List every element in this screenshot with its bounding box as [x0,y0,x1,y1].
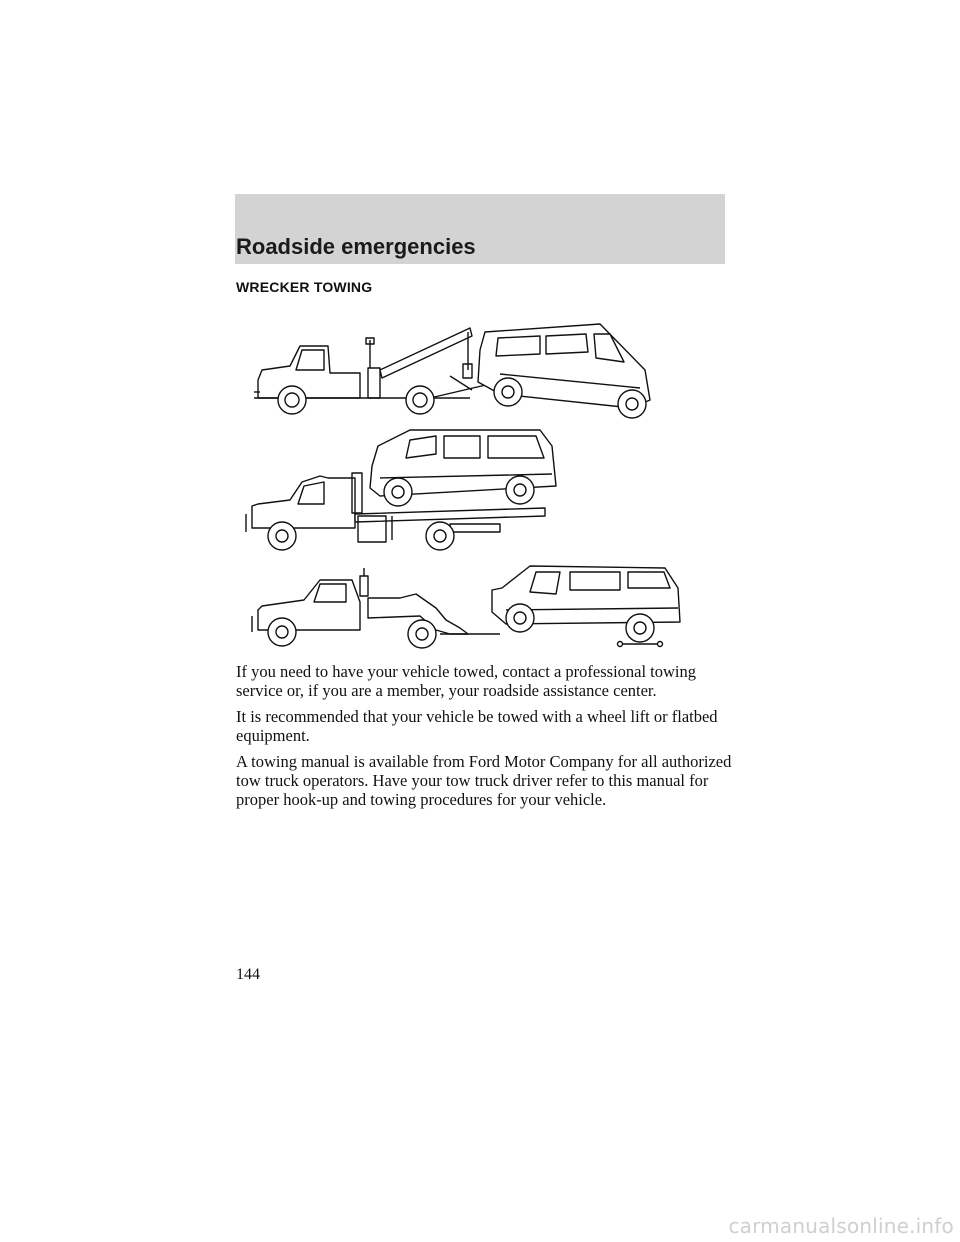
paragraph-recommendation: It is recommended that your vehicle be towed with a wheel lift or flatbed equipment. [236,707,718,745]
towing-illustration [240,318,700,656]
flatbed-tow-figure [246,430,556,550]
section-title: Roadside emergencies [236,234,476,259]
paragraph-towing-service: If you need to have your vehicle towed, contact a professional towing service or, if you are a member, your roadside assistance center. [236,662,697,700]
page-number: 144 [236,966,260,983]
watermark: carmanualsonline.info [728,1214,954,1238]
wheel-lift-tow-figure [252,566,680,648]
subheading: WRECKER TOWING [236,279,373,295]
body-text [236,662,736,816]
paragraph-towing-manual: A towing manual is available from Ford Motor Company for all authorized tow truck operators. Have your tow truck driver refer to this manual for proper hook-up and towing procedures for your vehicle. [236,752,732,809]
wrecker-sling-tow-figure [254,324,650,418]
